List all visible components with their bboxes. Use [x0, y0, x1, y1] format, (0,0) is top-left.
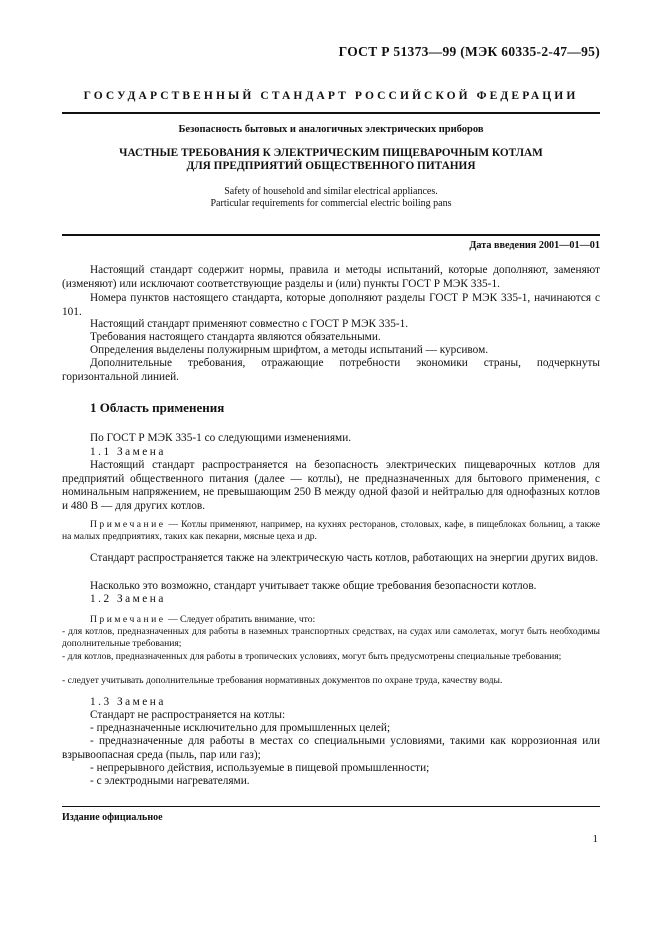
section-intro: По ГОСТ Р МЭК 335-1 со следующими изменениями. — [90, 432, 352, 444]
official-edition-label: Издание официальное — [62, 812, 163, 823]
intro-paragraph: Требования настоящего стандарта являются обязательными. — [90, 331, 381, 343]
clause-1-3-item: - непрерывного действия, используемые в пищевой промышленности; — [90, 762, 430, 774]
intro-paragraph: Настоящий стандарт применяют совместно с ГОСТ Р МЭК 335-1. — [90, 318, 409, 330]
header-rule — [62, 112, 600, 114]
clause-1-3-item: - предназначенные для работы в местах со специальными условиями, такими как коррозионная или взрывоопасная среда (пыль, пар или газ); — [62, 735, 600, 761]
note-1-text: — Котлы применяют, например, на кухнях ресторанов, столовых, кафе, в пищеблоках больниц, а также на малых предприятиях, таких как пекарни, мясные цеха и др. — [62, 519, 600, 542]
title-rule — [62, 234, 600, 236]
clause-1-1-label: 1.1 Замена — [90, 446, 166, 458]
english-title-line-1: Safety of household and similar electrical appliances. — [224, 186, 438, 197]
clause-1-3-item: - с электродными нагревателями. — [90, 775, 250, 787]
note-1-label: Примечание — [90, 519, 166, 530]
note-2-text: — Следует обратить внимание, что: — [165, 614, 316, 625]
paragraph-general-requirements: Насколько это возможно, стандарт учитывает также общие требования безопасности котлов. — [90, 580, 537, 592]
clause-1-3-text: Стандарт не распространяется на котлы: — [90, 709, 286, 721]
note-2 — [62, 614, 600, 626]
clause-1-2-label: 1.2 Замена — [90, 593, 166, 605]
paragraph-other-energy: Стандарт распространяется также на электрическую часть котлов, работающих на энергии других видов. — [90, 552, 599, 564]
note-2-item: - для котлов, предназначенных для работы в тропических условиях, могут быть предусмотрены специальные требования; — [62, 651, 562, 662]
series-title: Безопасность бытовых и аналогичных электрических приборов — [178, 124, 484, 135]
intro-paragraph: Определения выделены полужирным шрифтом, а методы испытаний — курсивом. — [90, 344, 489, 356]
section-heading: 1 Область применения — [90, 400, 225, 415]
intro-paragraph: Настоящий стандарт содержит нормы, правила и методы испытаний, которые дополняют, заменяют (изменяют) или исключают соответствующие разделы и (или) пункты ГОСТ Р МЭК 335-1. — [62, 264, 600, 290]
clause-1-3-label: 1.3 Замена — [90, 696, 166, 708]
standard-designation: ГОСТ Р 51373—99 (МЭК 60335-2-47—95) — [338, 44, 600, 59]
state-standard-banner: ГОСУДАРСТВЕННЫЙ СТАНДАРТ РОССИЙСКОЙ ФЕДЕРАЦИИ — [83, 90, 579, 102]
clause-1-1-text: Настоящий стандарт распространяется на безопасность электрических пищеварочных котлов для предприятий общественного питания (далее — котлы), не предназначенных для бытового применения, с номинальным напряжением, не превышающим 250 В между одной фазой и нейтралью для однофазных котлов и 480 В — для других котлов. — [62, 459, 600, 512]
intro-paragraph: Номера пунктов настоящего стандарта, которые дополняют разделы ГОСТ Р МЭК 335-1, начинаются с 101. — [62, 292, 600, 318]
footer-rule — [62, 806, 600, 807]
note-2-item: - следует учитывать дополнительные требования нормативных документов по охране труда, качеству воды. — [62, 675, 503, 686]
page-number: 1 — [592, 833, 598, 845]
note-2-label: Примечание — [90, 614, 166, 625]
english-title-line-2: Particular requirements for commercial electric boiling pans — [210, 198, 452, 209]
intro-paragraph: Дополнительные требования, отражающие потребности экономики страны, подчеркнуты горизонтальной линией. — [62, 357, 600, 383]
note-1 — [62, 519, 600, 543]
main-title-line-2: ДЛЯ ПРЕДПРИЯТИЙ ОБЩЕСТВЕННОГО ПИТАНИЯ — [186, 160, 476, 172]
main-title-line-1: ЧАСТНЫЕ ТРЕБОВАНИЯ К ЭЛЕКТРИЧЕСКИМ ПИЩЕВАРОЧНЫМ КОТЛАМ — [119, 147, 543, 159]
effective-date: Дата введения 2001—01—01 — [469, 240, 600, 251]
clause-1-3-item: - предназначенные исключительно для промышленных целей; — [90, 722, 391, 734]
note-2-item: - для котлов, предназначенных для работы в наземных транспортных средствах, на судах или самолетах, могут быть необходимы дополнительные требования; — [62, 626, 600, 649]
